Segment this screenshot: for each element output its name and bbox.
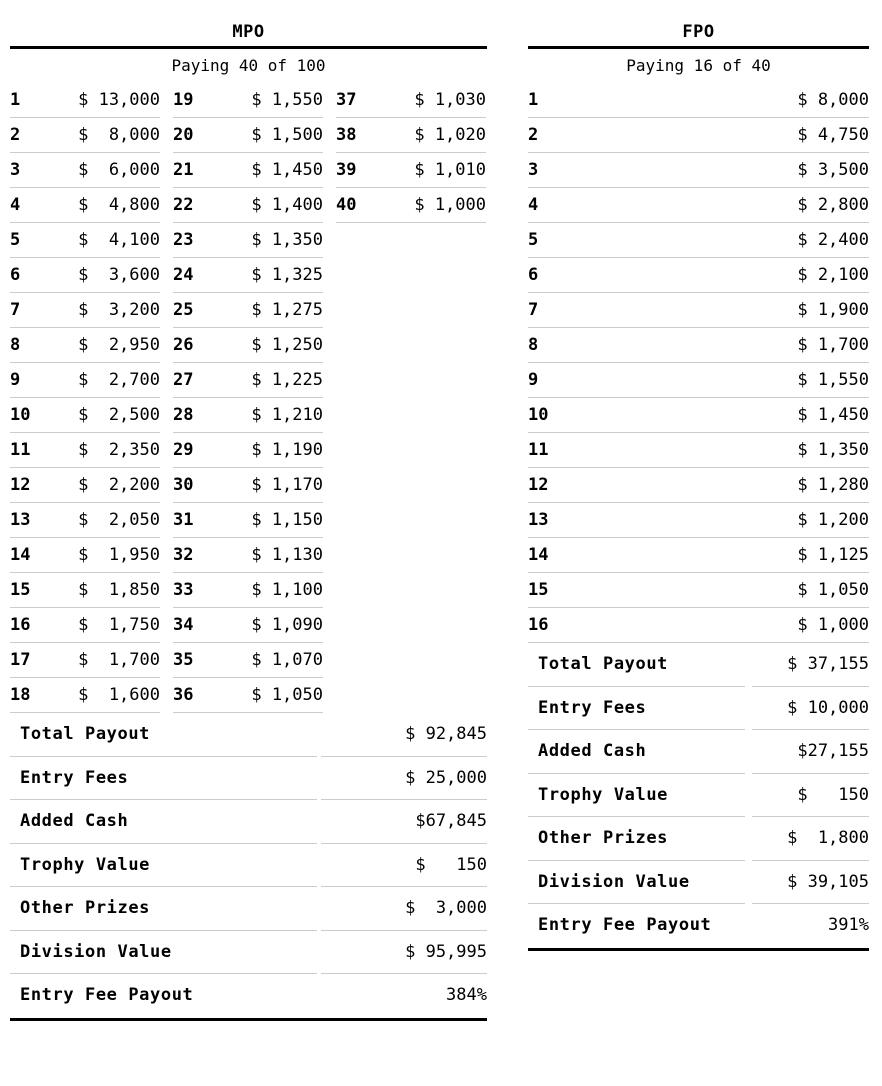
payout-row (336, 83, 486, 118)
payout-row (528, 153, 869, 188)
summary-row (10, 931, 487, 975)
payout-place: 26 (173, 335, 194, 355)
summary-row (10, 800, 487, 844)
summary-table-mpo (10, 713, 487, 1018)
payout-amount: $ 2,950 (78, 335, 160, 355)
payout-amount: $ 2,400 (797, 230, 869, 250)
payout-amount: $ 4,100 (78, 230, 160, 250)
payout-place: 9 (10, 370, 21, 390)
payout-place: 5 (10, 230, 21, 250)
summary-value: $ 3,000 (321, 887, 487, 931)
payout-place: 39 (336, 160, 357, 180)
payout-row (528, 363, 869, 398)
payout-place: 7 (10, 300, 21, 320)
payout-place: 10 (10, 405, 31, 425)
payout-place: 16 (528, 615, 549, 635)
payout-amount: $ 2,050 (78, 510, 160, 530)
summary-label: Division Value (10, 931, 317, 975)
payout-amount: $ 4,750 (797, 125, 869, 145)
payout-row (10, 398, 160, 433)
payout-place: 31 (173, 510, 194, 530)
payout-place: 23 (173, 230, 194, 250)
payout-row (10, 643, 160, 678)
summary-row (10, 713, 487, 757)
payout-row (10, 258, 160, 293)
payout-amount: $ 1,130 (251, 545, 323, 565)
payout-place: 18 (10, 685, 31, 705)
payout-place: 5 (528, 230, 539, 250)
payout-place: 40 (336, 195, 357, 215)
division-title-fpo: FPO (682, 22, 715, 42)
payout-place: 4 (10, 195, 21, 215)
payout-row (173, 468, 323, 503)
payout-row (336, 188, 486, 223)
payout-place: 12 (10, 475, 31, 495)
payout-amount: $ 8,000 (797, 90, 869, 110)
payout-place: 2 (10, 125, 21, 145)
summary-value: $ 92,845 (321, 713, 487, 757)
summary-row (528, 861, 869, 905)
payout-amount: $ 1,350 (251, 230, 323, 250)
payout-amount: $ 1,210 (251, 405, 323, 425)
payout-amount: $ 3,200 (78, 300, 160, 320)
payout-column (173, 83, 323, 713)
payout-place: 11 (528, 440, 549, 460)
payout-amount: $ 1,010 (414, 160, 486, 180)
payout-amount: $ 1,275 (251, 300, 323, 320)
payout-row (528, 293, 869, 328)
division-title-mpo: MPO (232, 22, 265, 42)
payout-amount: $ 1,070 (251, 650, 323, 670)
payout-place: 25 (173, 300, 194, 320)
payout-column (10, 83, 160, 713)
payout-row (528, 503, 869, 538)
summary-row (528, 817, 869, 861)
payout-amount: $ 1,600 (78, 685, 160, 705)
summary-label: Trophy Value (10, 844, 317, 888)
payout-amount: $ 13,000 (78, 90, 160, 110)
payout-row (173, 223, 323, 258)
summary-row (528, 774, 869, 818)
summary-value: $67,845 (321, 800, 487, 844)
payout-place: 8 (528, 335, 539, 355)
payout-place: 28 (173, 405, 194, 425)
payout-row (10, 678, 160, 713)
division-block-fpo (528, 22, 869, 951)
payout-row (173, 398, 323, 433)
payout-amount: $ 1,000 (414, 195, 486, 215)
payout-place: 32 (173, 545, 194, 565)
summary-value: 391% (828, 915, 869, 935)
summary-label: Entry Fees (528, 687, 745, 731)
payout-row (336, 153, 486, 188)
summary-label: Total Payout (10, 713, 317, 757)
payout-place: 1 (528, 90, 539, 110)
payout-amount: $ 1,450 (251, 160, 323, 180)
payout-amount: $ 4,800 (78, 195, 160, 215)
summary-label: Entry Fee Payout (538, 915, 712, 935)
payout-place: 1 (10, 90, 21, 110)
payout-place: 38 (336, 125, 357, 145)
payout-row (173, 678, 323, 713)
summary-value: $ 39,105 (752, 861, 869, 905)
payout-amount: $ 2,800 (797, 195, 869, 215)
payout-row (10, 538, 160, 573)
paying-line-fpo: Paying 16 of 40 (626, 56, 771, 75)
payout-amount: $ 1,350 (797, 440, 869, 460)
summary-row (10, 844, 487, 888)
payout-amount: $ 1,250 (251, 335, 323, 355)
payout-row (528, 573, 869, 608)
payout-amount: $ 3,500 (797, 160, 869, 180)
payout-place: 22 (173, 195, 194, 215)
payout-place: 3 (528, 160, 539, 180)
summary-value: $ 25,000 (321, 757, 487, 801)
payout-row (173, 118, 323, 153)
payout-amount: $ 3,600 (78, 265, 160, 285)
payout-row (528, 118, 869, 153)
payout-place: 33 (173, 580, 194, 600)
payout-row (173, 83, 323, 118)
summary-value: $ 1,800 (752, 817, 869, 861)
payout-row (173, 433, 323, 468)
payout-row (528, 538, 869, 573)
payout-place: 12 (528, 475, 549, 495)
division-bottom-rule-mpo (10, 1018, 487, 1021)
payout-place: 13 (528, 510, 549, 530)
summary-row (528, 730, 869, 774)
payout-amount: $ 2,500 (78, 405, 160, 425)
payout-place: 8 (10, 335, 21, 355)
payout-columns-mpo (10, 83, 487, 713)
payout-amount: $ 1,450 (797, 405, 869, 425)
payout-row (336, 118, 486, 153)
payout-row (173, 608, 323, 643)
payout-amount: $ 2,200 (78, 475, 160, 495)
payout-amount: $ 1,280 (797, 475, 869, 495)
summary-row (528, 687, 869, 731)
payout-row (173, 573, 323, 608)
payout-place: 15 (10, 580, 31, 600)
payout-place: 6 (10, 265, 21, 285)
payout-place: 13 (10, 510, 31, 530)
payout-place: 7 (528, 300, 539, 320)
payout-columns-fpo (528, 83, 869, 643)
payout-row (10, 328, 160, 363)
payout-row (528, 223, 869, 258)
payout-place: 21 (173, 160, 194, 180)
paying-line-mpo: Paying 40 of 100 (171, 56, 326, 75)
summary-label: Entry Fees (10, 757, 317, 801)
payout-amount: $ 1,325 (251, 265, 323, 285)
payout-amount: $ 1,030 (414, 90, 486, 110)
payout-row (173, 643, 323, 678)
payout-place: 14 (528, 545, 549, 565)
summary-row (528, 904, 869, 948)
payout-amount: $ 1,050 (251, 685, 323, 705)
payout-row (528, 433, 869, 468)
summary-label: Added Cash (528, 730, 745, 774)
payout-amount: $ 1,100 (251, 580, 323, 600)
payout-amount: $ 1,500 (251, 125, 323, 145)
summary-value: $ 37,155 (752, 643, 869, 687)
payout-amount: $ 8,000 (78, 125, 160, 145)
summary-row (10, 974, 487, 1018)
summary-label: Trophy Value (528, 774, 745, 818)
payout-row (528, 188, 869, 223)
payout-place: 17 (10, 650, 31, 670)
summary-value: $ 10,000 (752, 687, 869, 731)
payout-place: 11 (10, 440, 31, 460)
summary-row (10, 757, 487, 801)
payout-amount: $ 1,850 (78, 580, 160, 600)
payout-place: 3 (10, 160, 21, 180)
division-block-mpo (10, 22, 487, 1021)
payout-place: 9 (528, 370, 539, 390)
payout-row (10, 293, 160, 328)
payout-amount: $ 1,550 (251, 90, 323, 110)
summary-value: $ 150 (752, 774, 869, 818)
payout-amount: $ 2,100 (797, 265, 869, 285)
payout-place: 29 (173, 440, 194, 460)
payout-amount: $ 1,200 (797, 510, 869, 530)
payout-row (10, 573, 160, 608)
payout-amount: $ 1,950 (78, 545, 160, 565)
payout-column (528, 83, 869, 643)
payout-row (173, 363, 323, 398)
payout-row (528, 258, 869, 293)
payout-row (10, 188, 160, 223)
payout-place: 14 (10, 545, 31, 565)
payout-amount: $ 1,170 (251, 475, 323, 495)
summary-value: $ 95,995 (321, 931, 487, 975)
payout-amount: $ 1,150 (251, 510, 323, 530)
payout-row (10, 468, 160, 503)
payout-row (173, 293, 323, 328)
payout-amount: $ 1,020 (414, 125, 486, 145)
payout-row (10, 363, 160, 398)
payout-amount: $ 1,190 (251, 440, 323, 460)
payout-row (173, 328, 323, 363)
payout-amount: $ 1,750 (78, 615, 160, 635)
summary-label: Other Prizes (528, 817, 745, 861)
summary-row (10, 887, 487, 931)
payout-place: 20 (173, 125, 194, 145)
payout-amount: $ 1,900 (797, 300, 869, 320)
summary-value: $ 150 (321, 844, 487, 888)
payout-row (10, 153, 160, 188)
payout-row (528, 83, 869, 118)
payout-amount: $ 1,125 (797, 545, 869, 565)
summary-table-fpo (528, 643, 869, 948)
payout-place: 2 (528, 125, 539, 145)
payout-row (528, 608, 869, 643)
payout-row (173, 538, 323, 573)
summary-value: 384% (446, 985, 487, 1005)
payout-amount: $ 1,225 (251, 370, 323, 390)
payout-place: 36 (173, 685, 194, 705)
summary-label: Other Prizes (10, 887, 317, 931)
payout-amount: $ 2,350 (78, 440, 160, 460)
payout-amount: $ 6,000 (78, 160, 160, 180)
summary-row (528, 643, 869, 687)
payout-amount: $ 1,090 (251, 615, 323, 635)
payout-place: 35 (173, 650, 194, 670)
payout-row (173, 188, 323, 223)
payout-place: 15 (528, 580, 549, 600)
payout-amount: $ 2,700 (78, 370, 160, 390)
payout-place: 37 (336, 90, 357, 110)
payout-row (528, 328, 869, 363)
payout-row (173, 503, 323, 538)
payout-place: 10 (528, 405, 549, 425)
payout-row (10, 223, 160, 258)
payout-amount: $ 1,700 (797, 335, 869, 355)
payout-amount: $ 1,400 (251, 195, 323, 215)
payout-row (10, 118, 160, 153)
payout-row (528, 398, 869, 433)
summary-value: $27,155 (752, 730, 869, 774)
payout-row (10, 608, 160, 643)
payout-row (528, 468, 869, 503)
summary-label: Entry Fee Payout (20, 985, 194, 1005)
payout-column (336, 83, 486, 223)
payout-place: 4 (528, 195, 539, 215)
payout-amount: $ 1,550 (797, 370, 869, 390)
payout-row (10, 503, 160, 538)
payout-place: 24 (173, 265, 194, 285)
payout-row (173, 258, 323, 293)
payout-amount: $ 1,000 (797, 615, 869, 635)
summary-label: Division Value (528, 861, 745, 905)
payout-place: 19 (173, 90, 194, 110)
payout-place: 6 (528, 265, 539, 285)
payout-row (10, 433, 160, 468)
payout-row (173, 153, 323, 188)
payout-place: 30 (173, 475, 194, 495)
division-bottom-rule-fpo (528, 948, 869, 951)
summary-label: Added Cash (10, 800, 317, 844)
payout-place: 34 (173, 615, 194, 635)
payout-row (10, 83, 160, 118)
summary-label: Total Payout (528, 643, 745, 687)
payout-amount: $ 1,700 (78, 650, 160, 670)
payout-amount: $ 1,050 (797, 580, 869, 600)
payout-place: 27 (173, 370, 194, 390)
payout-place: 16 (10, 615, 31, 635)
